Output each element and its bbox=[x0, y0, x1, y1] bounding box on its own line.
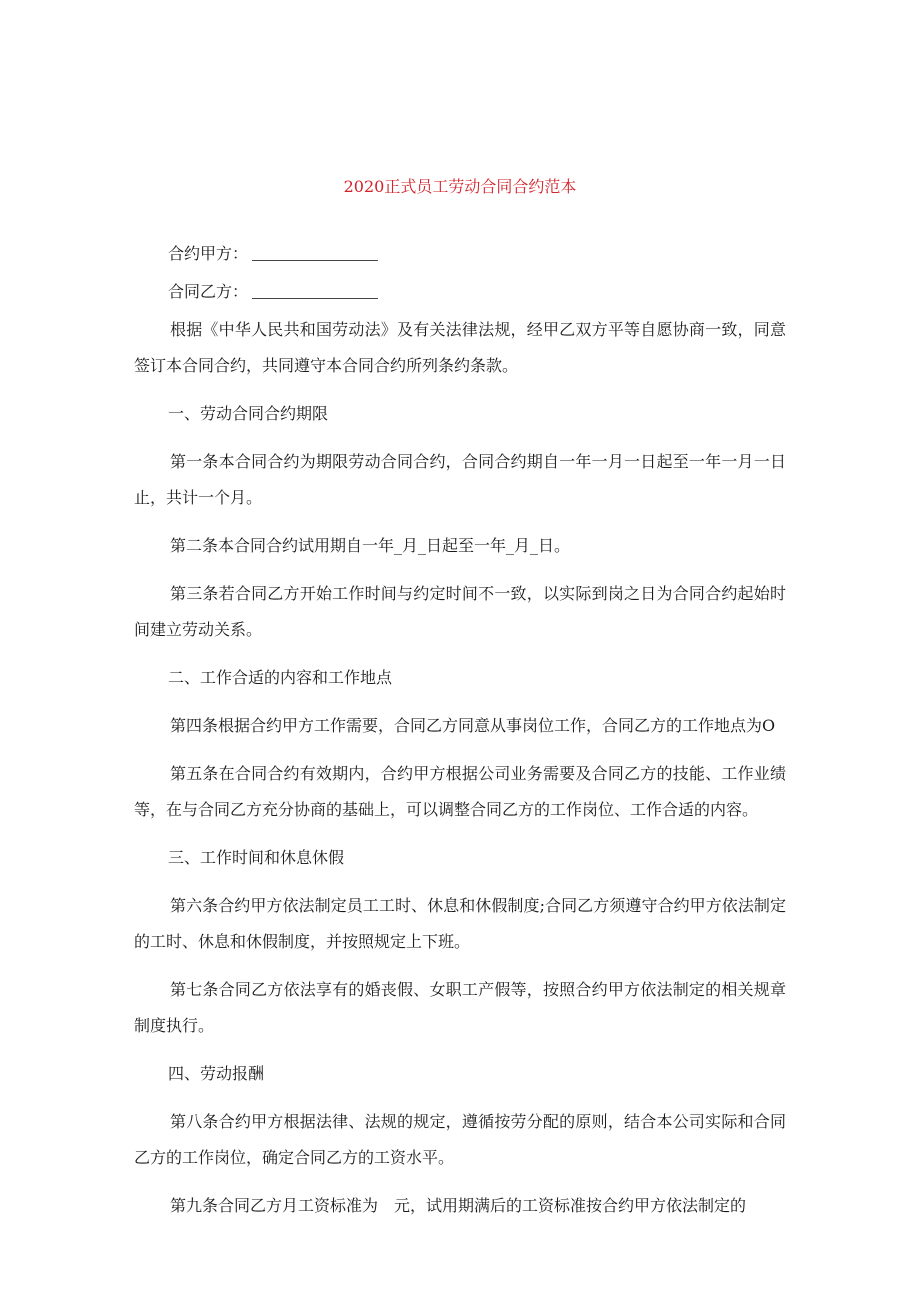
article-3: 第三条若合同乙方开始工作时间与约定时间不一致，以实际到岗之日为合同合约起始时间建立劳动关系。 bbox=[134, 584, 786, 639]
party-a-blank bbox=[252, 244, 378, 261]
party-b-blank bbox=[252, 282, 378, 299]
section-heading-work: 二、工作合适的内容和工作地点 bbox=[168, 668, 393, 687]
article-4: 第四条根据合约甲方工作需要，合同乙方同意从事岗位工作，合同乙方的工作地点为O bbox=[170, 716, 776, 735]
section-heading-term: 一、劳动合同合约期限 bbox=[168, 404, 329, 423]
article-7: 第七条合同乙方依法享有的婚丧假、女职工产假等，按照合约甲方依法制定的相关规章制度执行。 bbox=[134, 980, 786, 1035]
article-8: 第八条合约甲方根据法律、法规的规定，遵循按劳分配的原则，结合本公司实际和合同乙方的工作岗位，确定合同乙方的工资水平。 bbox=[134, 1112, 786, 1167]
document-title: 2020正式员工劳动合同合约范本 bbox=[343, 177, 577, 196]
document-body bbox=[134, 236, 786, 1236]
article-5: 第五条在合同合约有效期内，合约甲方根据公司业务需要及合同乙方的技能、工作业绩等，在与合同乙方充分协商的基础上，可以调整合同乙方的工作岗位、工作合适的内容。 bbox=[134, 764, 786, 819]
article-1: 第一条本合同合约为期限劳动合同合约，合同合约期自一年一月一日起至一年一月一日止，共计一个月。 bbox=[134, 452, 786, 507]
party-b-label: 合同乙方： bbox=[168, 282, 249, 301]
party-a-label: 合约甲方： bbox=[168, 244, 249, 263]
article-9: 第九条合同乙方月工资标准为 元，试用期满后的工资标准按合约甲方依法制定的 bbox=[170, 1196, 747, 1215]
section-heading-pay: 四、劳动报酬 bbox=[168, 1064, 265, 1083]
article-2: 第二条本合同合约试用期自一年_月_日起至一年_月_日。 bbox=[170, 536, 571, 555]
party-a-line bbox=[134, 236, 786, 272]
intro-paragraph: 根据《中华人民共和国劳动法》及有关法律法规，经甲乙双方平等自愿协商一致，同意签订本合同合约，共同遵守本合同合约所列条约条款。 bbox=[134, 320, 786, 375]
party-b-line bbox=[134, 274, 786, 310]
section-heading-hours: 三、工作时间和休息休假 bbox=[168, 848, 345, 867]
article-6: 第六条合约甲方依法制定员工工时、休息和休假制度;合同乙方须遵守合约甲方依法制定的工时、休息和休假制度，并按照规定上下班。 bbox=[134, 896, 786, 951]
